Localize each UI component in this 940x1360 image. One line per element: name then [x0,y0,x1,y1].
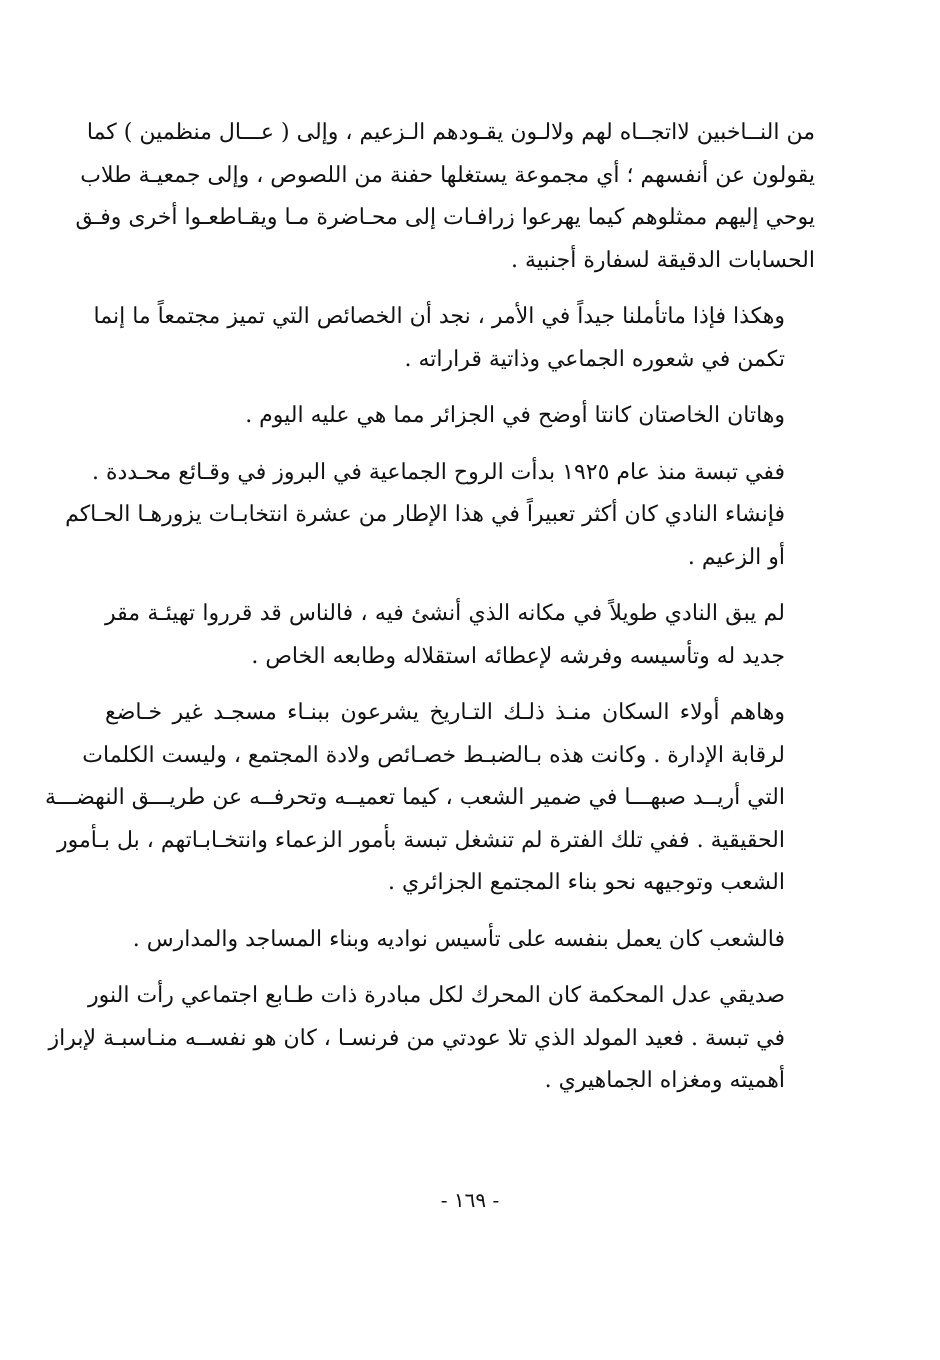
paragraph-5 [105,593,815,678]
text-line: التي أريــد صبهـــا في ضمير الشعب ، كيما تعميــه وتحرفــه عن طريـــق النهضـــة [44,785,785,810]
text-line: صديقي عدل المحكمة كان المحرك لكل مبادرة ذات طـابع اجتماعي رأت النور [88,983,785,1008]
text-line: يقولون عن أنفسهم ؛ أي مجموعة يستغلها حفنة من اللصوص ، وإلى جمعيـة طلاب [80,162,815,188]
text-line: الحقيقية . ففي تلك الفترة لم تنشغل تبسة بأمور الزعماء وانتخـابـاتهم ، بل بـأمور [56,827,785,853]
paragraph-8 [48,975,815,1103]
paragraph-2 [93,296,815,381]
text-line: لم يبق النادي طويلاً في مكانه الذي أنشئ فيه ، فالناس قد قرروا تهيئـة مقر [105,601,785,626]
text-line: الحسابات الدقيقة لسفارة أجنبية . [510,247,815,273]
text-line: لرقابة الإدارة . وكانت هذه بـالضبـط خصـائص ولادة المجتمع ، وليست الكلمات [82,742,785,768]
text-line: في تبسة . فعيد المولد الذي تلا عودتي من فرنسـا ، كان هو نفســه منـاسبـة لإبراز [48,1025,785,1051]
text-line: جديد له وتأسيسه وفرشه لإعطائه استقلاله وطابعه الخاص . [251,643,785,669]
paragraph-3 [105,395,815,438]
paragraph-4 [65,452,815,580]
paragraph-6 [44,692,815,905]
text-line: أو الزعيم . [687,544,785,570]
text-line: وهكذا فإذا ماتأملنا جيداً في الأمر ، نجد أن الخصائص التي تميز مجتمعاً ما إنما [93,304,785,329]
page-number: - ١٦٩ - [440,1188,500,1212]
paragraph-7 [105,919,815,962]
text-line: أهميته ومغزاه الجماهيري . [544,1068,785,1093]
document-body [44,112,815,1117]
text-line: ففي تبسة منذ عام ١٩٢٥ بدأت الروح الجماعية في البروز في وقـائع محـددة . [91,459,785,485]
text-line: يوحي إليهم ممثلوهم كيما يهرعوا زرافـات إلى محـاضرة مـا ويقـاطعـوا أخرى وفـق [75,205,815,230]
text-line: فإنشاء النادي كان أكثر تعبيراً في هذا الإطار من عشرة انتخابـات يزورهـا الحـاكم [65,502,785,527]
text-line: وهاتان الخاصتان كانتا أوضح في الجزائر مما هي عليه اليوم . [245,403,785,428]
text-line: فالشعب كان يعمل بنفسه على تأسيس نواديه وبناء المساجد والمدارس . [132,926,785,952]
text-line: الشعب وتوجيهه نحو بناء المجتمع الجزائري . [388,870,785,895]
paragraph-1 [75,112,815,282]
text-line: وهاهم أولاء السكان منـذ ذلـك التـاريخ يشرعون ببنـاء مسجـد غير خـاضع [105,700,785,725]
text-line: من النــاخبين لااتجــاه لهم ولالـون يقـودهم الـزعيم ، وإلى ( عـــال منظمين ) كما [86,120,815,145]
text-line: تكمن في شعوره الجماعي وذاتية قراراته . [404,346,785,372]
